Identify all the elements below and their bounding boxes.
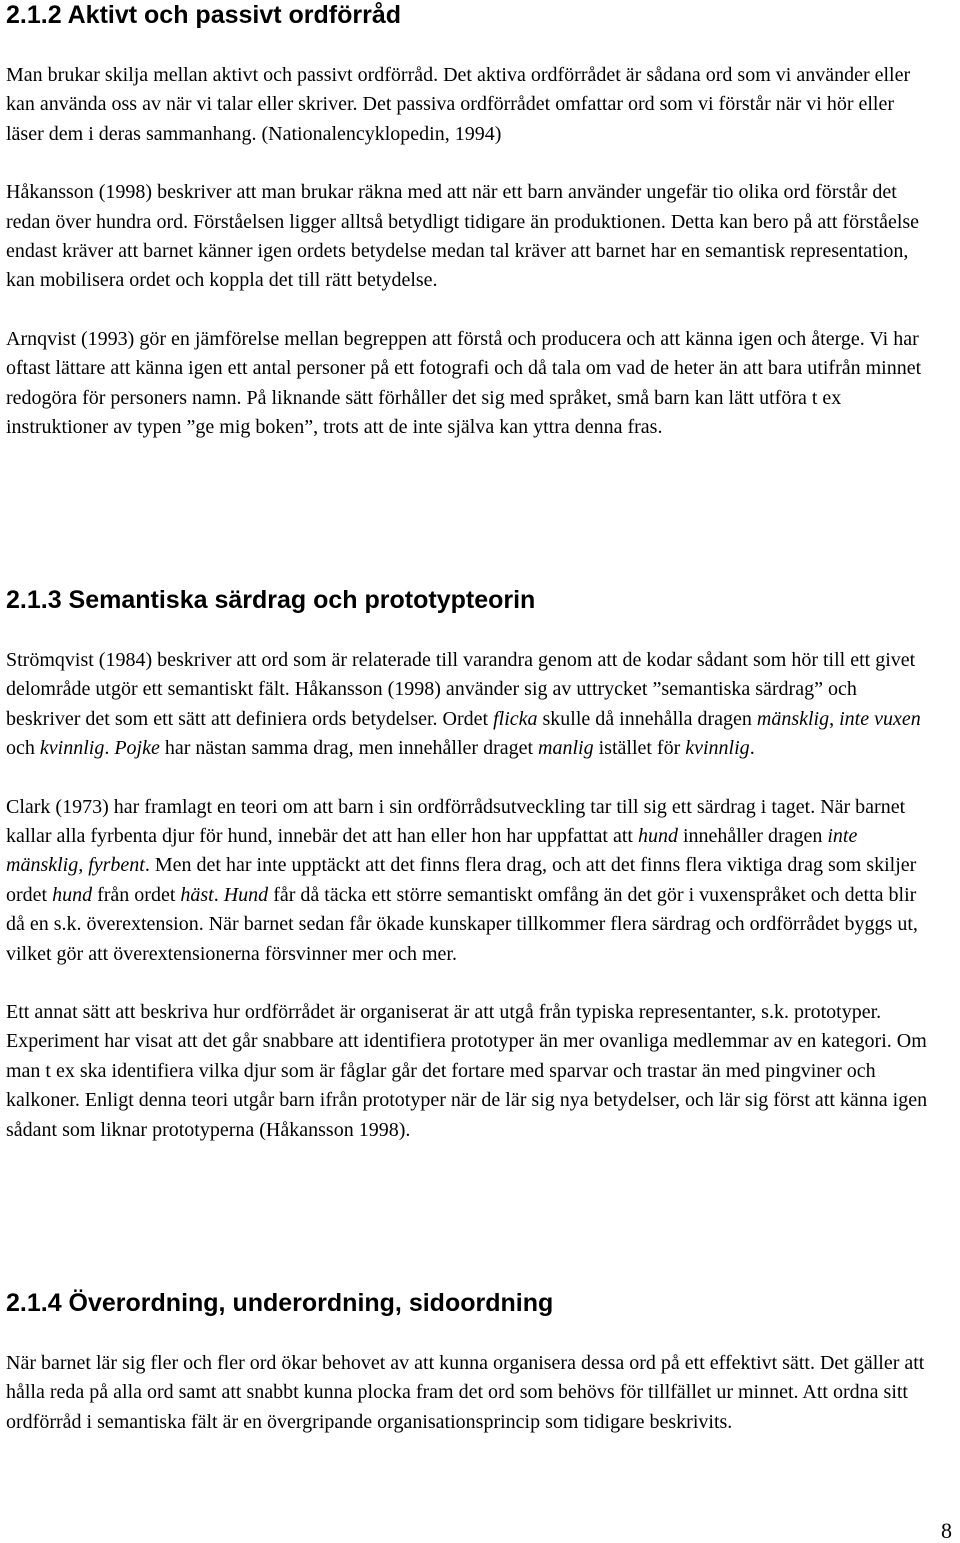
paragraph: När barnet lär sig fler och fler ord ökar behovet av att kunna organisera dessa ord på ett effektivt sätt. Det gäller att hålla reda på alla ord samt att snabbt kunna plocka fram det ord som behövs för tillfället ur minnet. Att ordna sitt ordförråd i semantiska fält är en övergripande organisationsprincip som tidigare beskrivits. (6, 1352, 925, 1433)
text-run: får då täcka ett större semantiskt omfång än det gör i vuxenspråket och detta blir då en s.k. överextension. När barnet sedan får ökade kunskaper tillkommer flera särdrag och ordförrådet byggs ut, vilket gör att överextensionerna försvinner mer och mer. (6, 883, 918, 965)
section-overordning (6, 1288, 936, 1437)
text-run: och (6, 737, 40, 760)
page-number: 8 (941, 1518, 952, 1543)
italic-term: kvinnlig (685, 737, 750, 760)
section-heading: 2.1.4 Överordning, underordning, sidoordning (6, 1289, 554, 1317)
section-aktivt-passivt (6, 0, 936, 442)
italic-term: Pojke (114, 737, 160, 760)
italic-term: mänsklig (756, 707, 830, 730)
paragraph: Ett annat sätt att beskriva hur ordförrådet är organiserat är att utgå från typiska representanter, s.k. prototyper. Experiment har visat att det går snabbare att identifiera prototyper än mer ovanliga medlemmar av en kategori. Om man t ex ska identifiera vilka djur som är fåglar går det fortare med sparvar och trastar än med pingviner och kalkoner. Enligt denna teori utgår barn ifrån prototyper när de lär sig nya betydelser, och lär sig först att känna igen sådant som liknar prototyperna (Håkansson 1998). (6, 1001, 928, 1141)
italic-term: kvinnlig (39, 737, 105, 760)
paragraph: Arnqvist (1993) gör en jämförelse mellan begreppen att förstå och producera och att känna igen och återge. Vi har oftast lättare att känna igen ett antal personer på ett fotografi och då tala om vad de heter än att bara utifrån minnet redogöra för personers namn. På liknande sätt förhåller det sig med språket, små barn kan lätt utföra t ex instruktioner av typen ”ge mig boken”, trots att de inte själva kan yttra denna fras. (6, 327, 922, 439)
text-run: Strömqvist (1984) beskriver att ord som är relaterade till varandra genom att de kodar sådant som hör till ett givet delområde utgör ett semantiskt fält. Håkansson (1998) använder sig av uttrycket ”semantiska särdrag” och beskriver det som ett sätt att definiera ords betydelser. Ordet (6, 649, 916, 730)
text-run: skulle då innehålla dragen (537, 707, 757, 730)
text-run: , (829, 707, 840, 730)
text-run: . (213, 883, 224, 906)
paragraph (6, 646, 936, 764)
text-run: . (104, 737, 115, 760)
section-heading: 2.1.3 Semantiska särdrag och prototypteorin (6, 586, 536, 614)
paragraph: Man brukar skilja mellan aktivt och passivt ordförråd. Det aktiva ordförrådet är sådana ord som vi använder eller kan använda oss av när vi talar eller skriver. Det passiva ordförrådet omfattar ord som vi förstår när vi hör eller läser dem i deras sammanhang. (Nationalencyklopedin, 1994) (6, 64, 911, 145)
text-run: istället för (593, 737, 686, 760)
italic-term: inte vuxen (839, 707, 921, 730)
italic-term: häst (180, 883, 214, 906)
italic-term: hund (637, 825, 678, 848)
italic-term: inte mänsklig, fyrbent (6, 825, 858, 877)
italic-term: Hund (223, 883, 269, 906)
text-run: har nästan samma drag, men innehåller draget (159, 737, 539, 760)
paragraph (6, 793, 936, 969)
text-run: . Men det har inte upptäckt att det finns flera drag, och att det finns flera viktiga drag som skiljer ordet (6, 854, 917, 906)
italic-term: hund (52, 883, 93, 906)
text-run: innehåller dragen (677, 825, 828, 848)
text-run: från ordet (92, 883, 181, 906)
text-run: Clark (1973) har framlagt en teori om att barn i sin ordförrådsutveckling tar till sig ett särdrag i taget. När barnet kallar alla fyrbenta djur för hund, innebär det att han eller hon har uppfattat att (6, 795, 906, 848)
italic-term: manlig (538, 737, 594, 760)
section-heading: 2.1.2 Aktivt och passivt ordförråd (6, 1, 402, 29)
paragraph: Håkansson (1998) beskriver att man brukar räkna med att när ett barn använder ungefär tio olika ord förstår det redan över hundra ord. Förståelsen ligger alltså betydligt tidigare än produktionen. Detta kan bero på att förståelse endast kräver att barnet känner igen ordets betydelse medan tal kräver att barnet har en semantisk representation, kan mobilisera ordet och koppla det till rätt betydelse. (6, 181, 920, 292)
text-run: . (749, 737, 755, 760)
section-semantiska-sardrag (6, 585, 936, 1145)
italic-term: flicka (493, 707, 538, 730)
